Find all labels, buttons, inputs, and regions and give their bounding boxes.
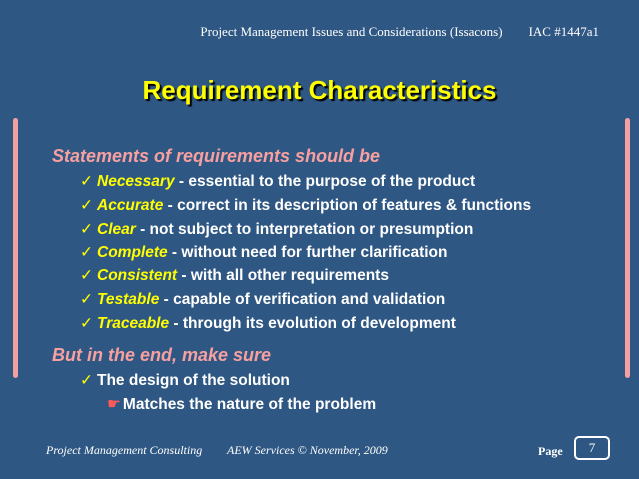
page-number: 7 — [574, 436, 610, 460]
check-icon: ✓ — [80, 220, 93, 238]
slide-title: Requirement Characteristics — [142, 75, 497, 105]
sub-list-item — [107, 395, 376, 414]
footer-copyright: AEW Services © November, 2009 — [227, 443, 388, 457]
check-icon: ✓ — [80, 314, 93, 332]
desc: - without need for further clarification — [167, 244, 448, 261]
section1-heading: Statements of requirements should be — [52, 146, 381, 166]
check-icon: ✓ — [80, 243, 93, 261]
term: Necessary — [97, 173, 175, 190]
desc: - capable of verification and validation — [159, 291, 446, 308]
footer-company: Project Management Consulting — [46, 443, 203, 457]
list-item — [80, 314, 456, 333]
term: Traceable — [97, 315, 170, 332]
header-title: Project Management Issues and Considerations (Issacons) — [200, 24, 503, 39]
left-decor-bar — [13, 118, 18, 378]
right-decor-bar — [625, 118, 630, 378]
subitem-text: Matches the nature of the problem — [122, 396, 377, 413]
section2-heading: But in the end, make sure — [52, 345, 272, 365]
list-item — [80, 196, 531, 215]
footer-page-label: Page — [538, 444, 563, 458]
list-item — [80, 371, 290, 390]
list-item — [80, 290, 445, 309]
list-item — [80, 220, 473, 239]
slide-header — [200, 24, 599, 40]
desc: - essential to the purpose of the product — [174, 173, 476, 190]
desc: - through its evolution of development — [169, 315, 456, 332]
check-icon: ✓ — [80, 196, 93, 214]
check-icon: ✓ — [80, 371, 93, 389]
term: Accurate — [97, 197, 164, 214]
list-item — [80, 243, 448, 262]
list-item — [80, 266, 389, 285]
desc: - correct in its description of features & functions — [163, 197, 532, 214]
check-icon: ✓ — [80, 266, 93, 284]
list-item — [80, 172, 475, 191]
desc: - with all other requirements — [177, 267, 389, 284]
desc: - not subject to interpretation or presumption — [135, 221, 474, 238]
check-icon: ✓ — [80, 172, 93, 190]
check-icon: ✓ — [80, 290, 93, 308]
header-ref: IAC #1447a1 — [528, 24, 599, 39]
pointing-hand-icon: ☛ — [107, 395, 121, 413]
term: Complete — [97, 244, 168, 261]
term: Consistent — [97, 267, 178, 284]
term: Testable — [97, 291, 160, 308]
item-text: The design of the solution — [97, 372, 290, 389]
term: Clear — [97, 221, 136, 238]
